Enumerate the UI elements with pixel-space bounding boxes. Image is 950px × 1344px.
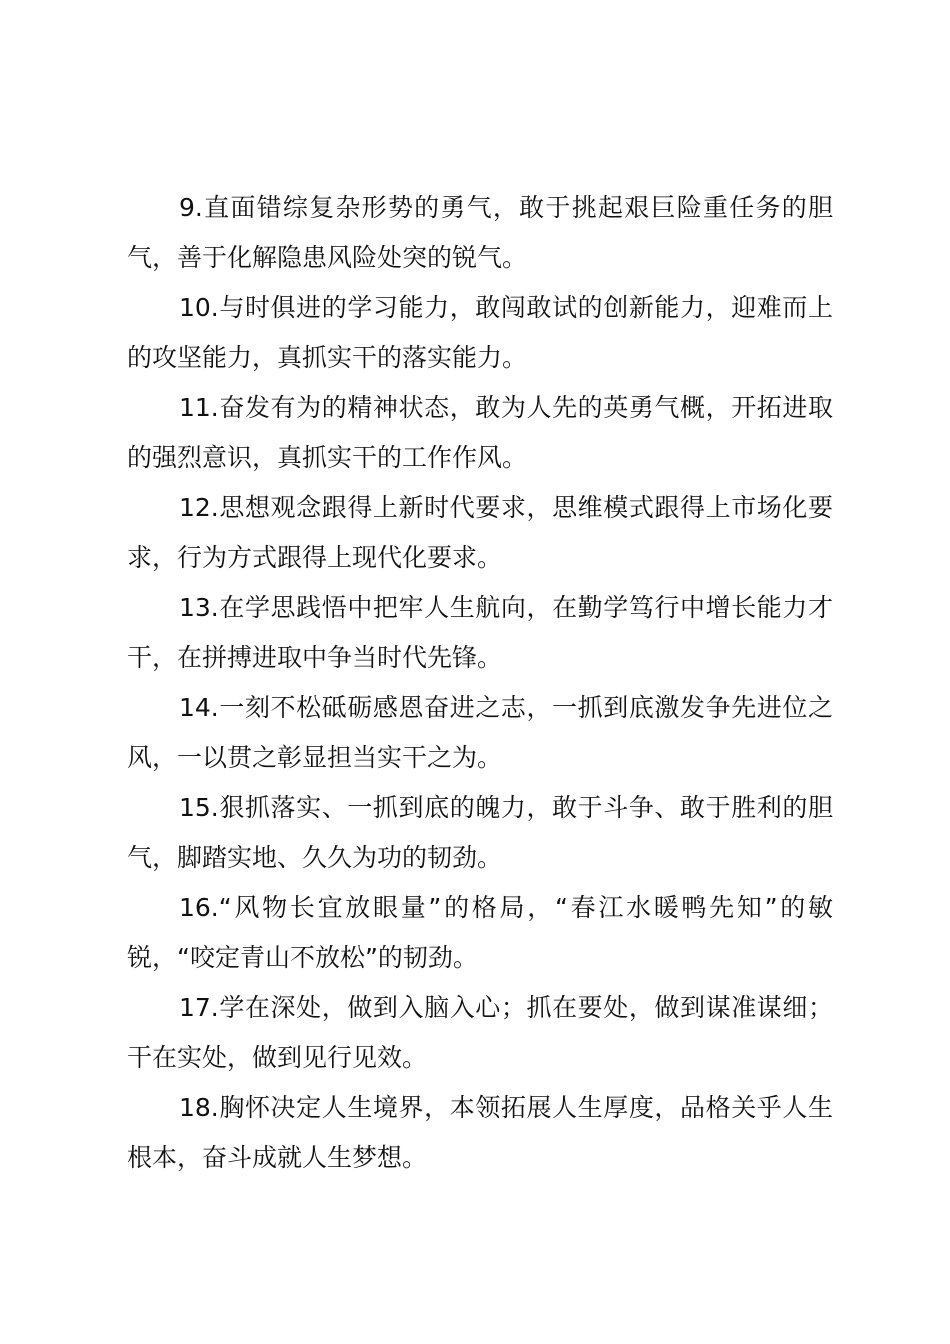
paragraph-10: 10.与时俱进的学习能力，敢闯敢试的创新能力，迎难而上的攻坚能力，真抓实干的落实能力。 xyxy=(127,293,833,372)
document-body xyxy=(127,183,833,1183)
paragraph-18: 18.胸怀决定人生境界，本领拓展人生厚度，品格关乎人生根本，奋斗成就人生梦想。 xyxy=(127,1093,833,1172)
paragraph-13: 13.在学思践悟中把牢人生航向，在勤学笃行中增长能力才干，在拼搏进取中争当时代先锋。 xyxy=(127,593,833,672)
paragraph-16: 16.“风物长宜放眼量”的格局，“春江水暖鸭先知”的敏锐，“咬定青山不放松”的韧劲。 xyxy=(127,893,833,972)
paragraph-9: 9.直面错综复杂形势的勇气，敢于挑起艰巨险重任务的胆气，善于化解隐患风险处突的锐气。 xyxy=(127,193,833,272)
paragraph-11: 11.奋发有为的精神状态，敢为人先的英勇气概，开拓进取的强烈意识，真抓实干的工作作风。 xyxy=(127,393,833,472)
paragraph-15: 15.狠抓落实、一抓到底的魄力，敢于斗争、敢于胜利的胆气，脚踏实地、久久为功的韧劲。 xyxy=(127,793,833,872)
paragraph-12: 12.思想观念跟得上新时代要求，思维模式跟得上市场化要求，行为方式跟得上现代化要求。 xyxy=(127,493,833,572)
paragraph-14: 14.一刻不松砥砺感恩奋进之志，一抓到底激发争先进位之风，一以贯之彰显担当实干之为。 xyxy=(127,693,833,772)
paragraph-17: 17.学在深处，做到入脑入心；抓在要处，做到谋准谋细；干在实处，做到见行见效。 xyxy=(127,993,833,1072)
